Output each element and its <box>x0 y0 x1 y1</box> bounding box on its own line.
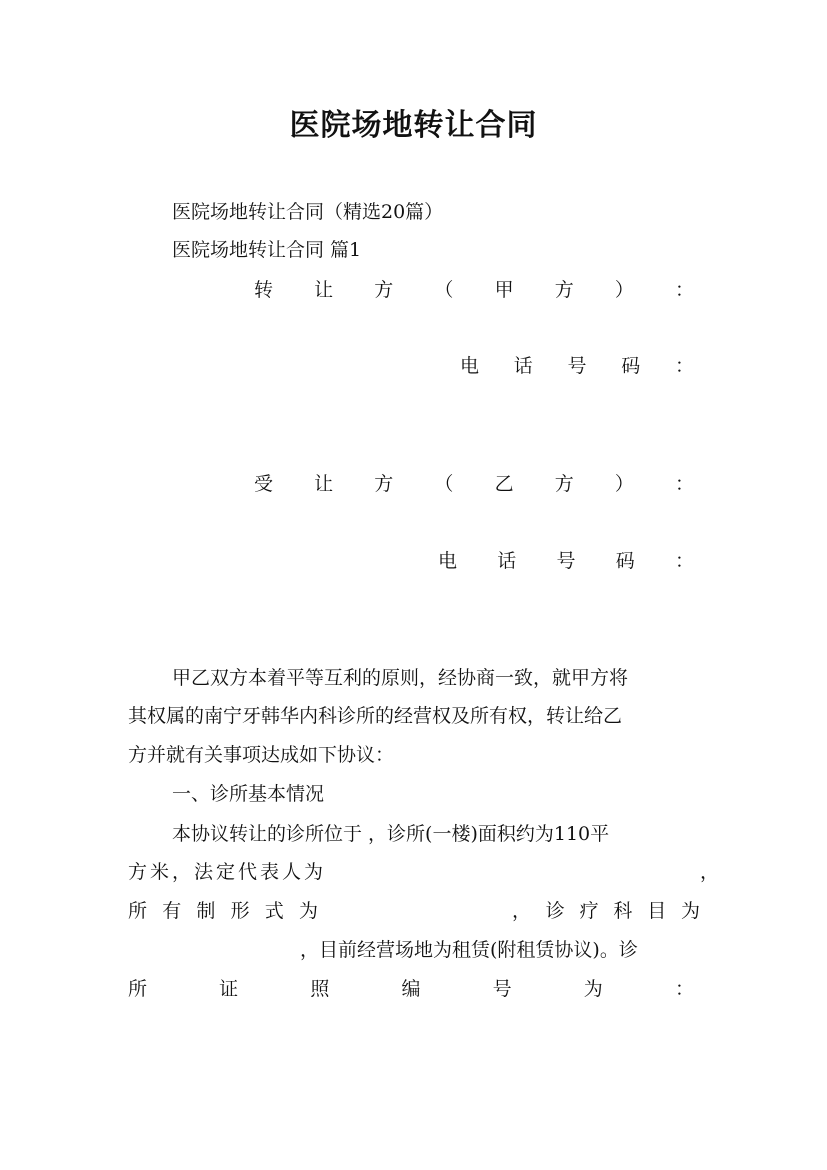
license-char: 所 <box>128 978 148 1000</box>
ownership-char: 式 <box>264 900 284 922</box>
phone-char: 电 <box>438 550 458 572</box>
phone-char: 话 <box>513 355 533 377</box>
license-char: 照 <box>310 978 330 1000</box>
paragraph-line: 方并就有关事项达成如下协议： <box>128 744 395 766</box>
transferor-char: 转 <box>254 279 274 301</box>
ownership-char: 所 <box>128 900 148 922</box>
ownership-char: 为 <box>298 900 318 922</box>
department-char: 科 <box>613 900 633 922</box>
paragraph-line: 甲乙双方本着平等互利的原则，经协商一致，就甲方将 <box>172 667 629 689</box>
transferee-char: 方 <box>554 473 574 495</box>
phone-char: ： <box>674 550 694 572</box>
transferee-char: （ <box>434 473 454 495</box>
phone-char: 码 <box>621 355 641 377</box>
phone-line-2 <box>438 549 694 573</box>
transferee-char: 受 <box>254 473 274 495</box>
department-char: 目 <box>647 900 667 922</box>
phone-char: ： <box>674 355 694 377</box>
transferee-char: 让 <box>314 473 334 495</box>
phone-char: 号 <box>567 355 587 377</box>
license-char: 编 <box>401 978 421 1000</box>
transferor-char: 甲 <box>494 279 514 301</box>
ownership-char: 形 <box>230 900 250 922</box>
clause-line: ，目前经营场地为租赁(附租赁协议)。诊 <box>300 939 638 961</box>
department-char: ， <box>512 900 532 922</box>
license-char: 证 <box>219 978 239 1000</box>
transferee-char: 乙 <box>494 473 514 495</box>
clause-line: 方米，法定代表人为 <box>128 861 327 883</box>
license-char: 号 <box>492 978 512 1000</box>
ownership-label <box>128 899 318 923</box>
transferor-char: 方 <box>554 279 574 301</box>
transferor-char: ： <box>674 279 694 301</box>
ownership-char: 制 <box>196 900 216 922</box>
clause-heading: 一、诊所基本情况 <box>172 783 325 805</box>
transferor-char: 方 <box>374 279 394 301</box>
clause-line: 本协议转让的诊所位于 ，诊所(一楼)面积约为110平 <box>172 823 610 845</box>
phone-line-1 <box>460 354 694 378</box>
paragraph-line: 其权属的南宁牙韩华内科诊所的经营权及所有权，转让给乙 <box>128 705 623 727</box>
transferee-char: ） <box>614 473 634 495</box>
department-label <box>512 899 700 923</box>
section-heading: 医院场地转让合同 篇1 <box>172 239 362 261</box>
license-char: 为 <box>583 978 603 1000</box>
document-subtitle: 医院场地转让合同（精选20篇） <box>172 201 444 223</box>
phone-char: 话 <box>497 550 517 572</box>
license-char: ： <box>674 978 694 1000</box>
department-char: 诊 <box>545 900 565 922</box>
phone-char: 码 <box>615 550 635 572</box>
document-title: 医院场地转让合同 <box>289 108 538 143</box>
transferor-char: （ <box>434 279 454 301</box>
phone-char: 号 <box>556 550 576 572</box>
clause-line-comma: ， <box>700 861 720 883</box>
transferor-char: ） <box>614 279 634 301</box>
ownership-char: 有 <box>162 900 182 922</box>
transferee-line <box>254 472 694 496</box>
department-char: 为 <box>680 900 700 922</box>
phone-char: 电 <box>460 355 480 377</box>
transferor-line <box>254 278 694 302</box>
transferee-char: ： <box>674 473 694 495</box>
transferor-char: 让 <box>314 279 334 301</box>
department-char: 疗 <box>579 900 599 922</box>
license-number-line <box>128 977 694 1001</box>
transferee-char: 方 <box>374 473 394 495</box>
